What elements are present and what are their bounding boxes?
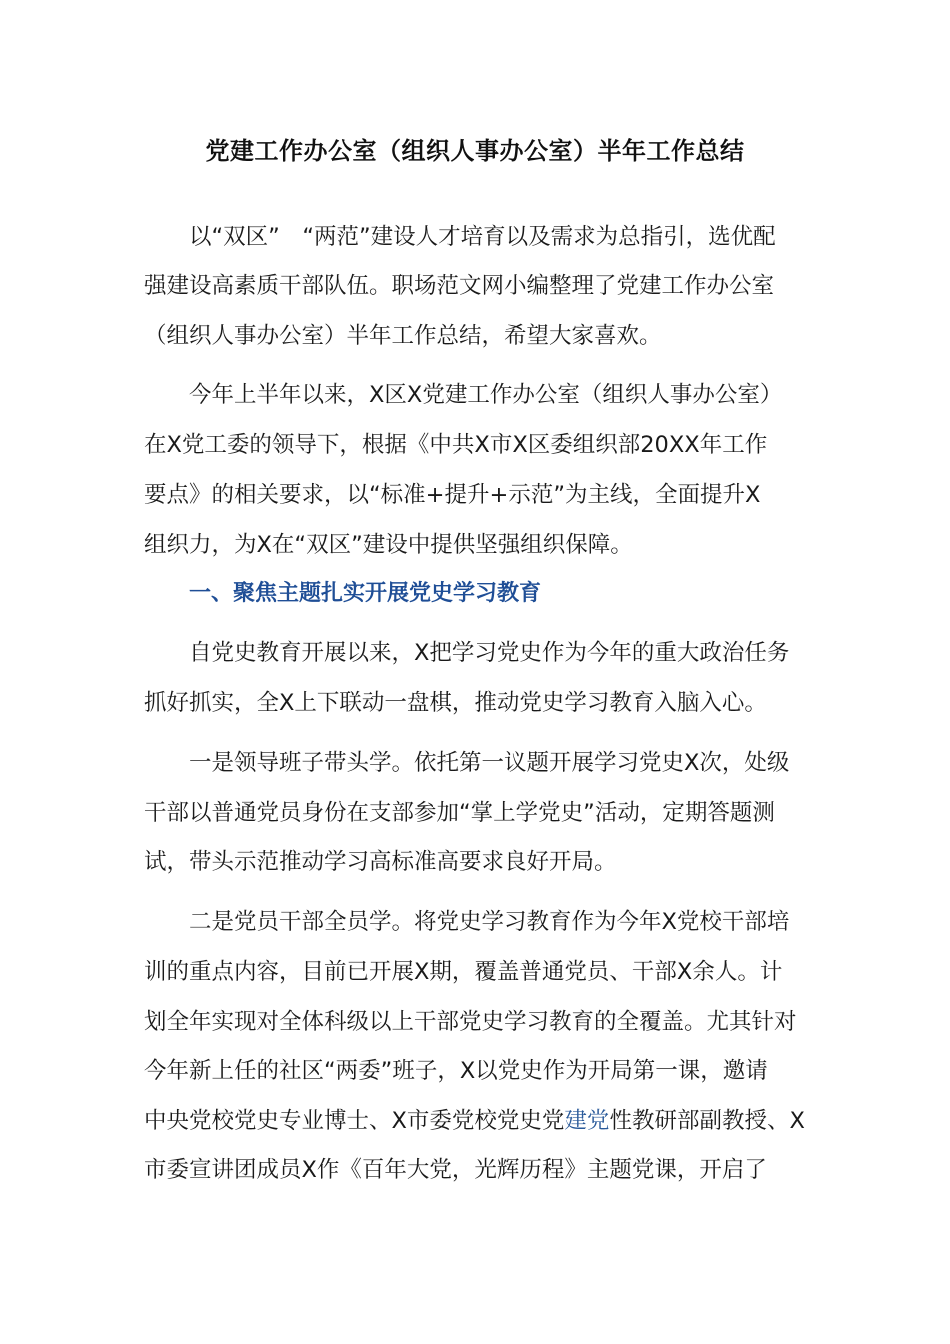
paragraph-3-line-1: 自党史教育开展以来，X把学习党史作为今年的重大政治任务 — [189, 640, 790, 666]
document-title: 党建工作办公室（组织人事办公室）半年工作总结 — [205, 137, 745, 165]
paragraph-1-line-1: 以“双区” “两范”建设人才培育以及需求为总指引，选优配 — [189, 224, 776, 250]
paragraph-5-line-3: 划全年实现对全体科级以上干部党史学习教育的全覆盖。尤其针对 — [144, 1009, 797, 1035]
paragraph-5-line-6: 市委宣讲团成员X作《百年大党，光辉历程》主题党课，开启了 — [144, 1157, 767, 1183]
paragraph-4-line-3: 试，带头示范推动学习高标准高要求良好开局。 — [144, 849, 617, 875]
paragraph-2-line-2: 在X党工委的领导下，根据《中共X市X区委组织部20XX年工作 — [144, 432, 768, 458]
paragraph-2-line-1: 今年上半年以来，X区X党建工作办公室（组织人事办公室） — [189, 382, 783, 408]
paragraph-3-line-2: 抓好抓实，全X上下联动一盘棋，推动党史学习教育入脑入心。 — [144, 690, 767, 716]
paragraph-5-line-5 — [144, 1106, 805, 1136]
paragraph-1-line-2: 强建设高素质干部队伍。职场范文网小编整理了党建工作办公室 — [144, 273, 775, 299]
paragraph-5-line-5-pre: 中央党校党史专业博士、X市委党校党史党 — [144, 1108, 565, 1134]
paragraph-1-line-3: （组织人事办公室）半年工作总结，希望大家喜欢。 — [144, 323, 662, 349]
paragraph-5-line-4: 今年新上任的社区“两委”班子，X以党史作为开局第一课，邀请 — [144, 1058, 768, 1084]
section-heading-1: 一、聚焦主题扎实开展党史学习教育 — [189, 581, 542, 606]
paragraph-2-line-3: 要点》的相关要求，以“标准+提升+示范”为主线，全面提升X — [144, 482, 761, 508]
paragraph-2-line-4: 组织力，为X在“双区”建设中提供坚强组织保障。 — [144, 532, 633, 558]
keyword-link[interactable]: 建党 — [564, 1108, 610, 1134]
paragraph-4-line-2: 干部以普通党员身份在支部参加“掌上学党史”活动，定期答题测 — [144, 800, 775, 826]
paragraph-4-line-1: 一是领导班子带头学。依托第一议题开展学习党史X次，处级 — [189, 750, 790, 776]
paragraph-5-line-1: 二是党员干部全员学。将党史学习教育作为今年X党校干部培 — [189, 909, 790, 935]
paragraph-5-line-5-post: 性教研部副教授、X — [609, 1108, 805, 1134]
paragraph-5-line-2: 训的重点内容，目前已开展X期，覆盖普通党员、干部X余人。计 — [144, 959, 783, 985]
